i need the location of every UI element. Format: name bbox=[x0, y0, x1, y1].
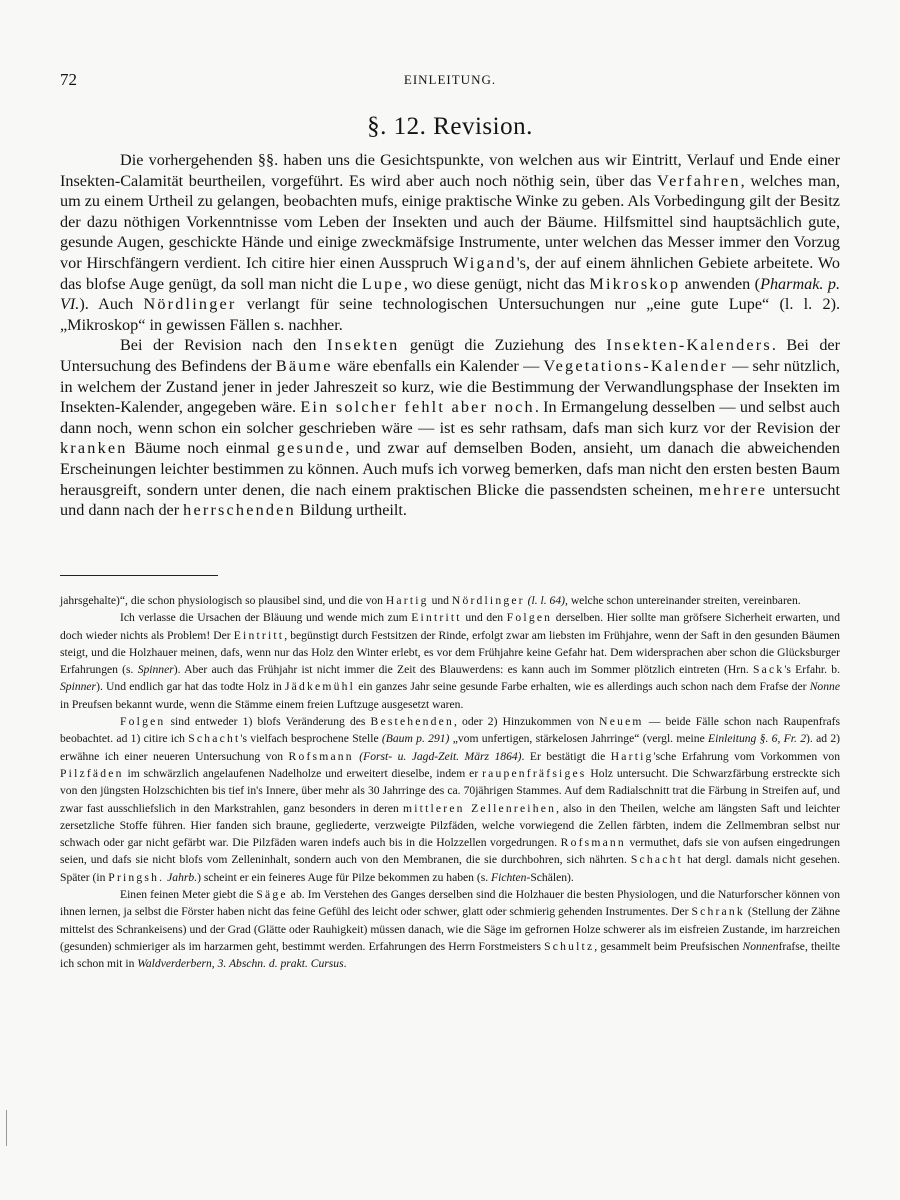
text-run: derselben. Hier sollte man gröfsere Sicherheit erwarten, und doch wieder nichts als Problem! Der bbox=[60, 611, 841, 642]
spaced-term: Ein solcher fehlt aber noch bbox=[300, 398, 535, 417]
text-run: sind entweder 1) blofs Veränderung des bbox=[165, 715, 371, 729]
text-run: verlangt für seine technologischen Untersuchungen nur „eine gute Lupe“ (l. l. 2). „Mikroskop“ in gewissen Fällen s. nachher. bbox=[60, 295, 841, 334]
spaced-name: Hartig bbox=[385, 594, 429, 607]
spaced-term: kranken bbox=[60, 439, 128, 458]
text-run: . Er bestätigt die bbox=[521, 749, 611, 763]
text-run: genügt die Zuziehung des bbox=[399, 336, 607, 355]
citation: Einleitung §. 6, Fr. 2 bbox=[708, 732, 806, 746]
text-run: , welche schon untereinander streiten, vereinbaren. bbox=[565, 594, 801, 607]
citation: Nonne bbox=[809, 680, 840, 694]
text-run: ). ad 2) erwähne ich einer neueren Untersuchung von bbox=[60, 732, 840, 763]
citation: (Baum p. 291) bbox=[381, 732, 450, 746]
text-run: — sehr nützlich, in welchem der Zustand jener in jeder Jahreszeit so kurz, wie die Bestimmung der Verwandlungsphase der Insekten im Insekten-Kalender, angegeben wäre. bbox=[60, 356, 840, 417]
paragraph-1 bbox=[60, 150, 840, 335]
text-run: jahrsgehalte)“, die schon physiologisch so plausibel sind, und die von bbox=[60, 594, 386, 607]
page-number: 72 bbox=[60, 70, 77, 89]
text-run: , gesammelt beim Preufsischen bbox=[594, 939, 743, 953]
text-run: 's Erfahr. b. bbox=[784, 663, 840, 677]
text-run: , oder 2) Hinzukommen von bbox=[453, 715, 600, 729]
spaced-term: raupenfräfsiges bbox=[482, 766, 587, 780]
text-run: ). Und endlich gar hat das todte Holz in bbox=[96, 680, 285, 694]
spaced-term: Mikroskop bbox=[589, 274, 681, 293]
spaced-term: Eintritt bbox=[411, 611, 462, 625]
text-run: 's vielfach besprochene Stelle bbox=[240, 732, 382, 746]
text-run: . bbox=[343, 957, 347, 971]
text-run: Bildung urtheilt. bbox=[295, 501, 407, 520]
spaced-term: herrschenden bbox=[183, 501, 296, 520]
spaced-term: Verfahren bbox=[657, 171, 741, 190]
section-title: §. 12. Revision. bbox=[367, 113, 533, 140]
text-run: in Preufsen bekannt wurde, wenn die Stämme einem freien Luftzuge ausgesetzt waren. bbox=[60, 697, 464, 711]
text-run: , begünstigt durch Festsitzen der Rinde, erfolgt zwar am liebsten im Frühjahre, wenn der Saft in den gesunden Bäumen steigt, und die Holzhauer meinen, dafs, wenn nur das Holz den Winter erlebt, es vor dem Frühjahre keine Gefahr hat. Dem widersprachen aber schon die Glücksburger Erfahrungen (s. bbox=[60, 628, 840, 677]
text-run: Bei der Revision nach den bbox=[120, 336, 327, 355]
text-run: Ich verlasse die Ursachen der Bläuung und wende mich zum bbox=[120, 611, 412, 625]
spaced-name: Sack bbox=[753, 663, 785, 677]
footnote-rule bbox=[60, 575, 218, 576]
text-run: , also in den Theilen, welche am längsten Saft und leichter zersetzliche Stoffe führen. Hier fanden sich braune, gegliederte, verzweigte Pilzfäden, welche vorwiegend die Zellen färbten, indem die Zellmembran selbst nur schwach oder gar nicht gefärbt war. Die Pilzfäden waren indefs auch bis in die Holzzellen vorgedrungen. bbox=[60, 801, 840, 850]
text-run: im schwärzlich angelaufenen Nadelholze und erweitert dieselbe, indem er bbox=[123, 766, 483, 780]
citation: Jahrb. bbox=[167, 870, 198, 884]
footnote-paragraph bbox=[60, 609, 840, 713]
text-run: Einen feinen Meter giebt die bbox=[120, 888, 257, 902]
spaced-term: Insekten bbox=[326, 336, 400, 355]
spaced-term: Lupe bbox=[361, 274, 404, 293]
text-run: und den bbox=[461, 611, 507, 625]
citation: Nonnen bbox=[742, 939, 779, 953]
citation: (l. l. 64) bbox=[527, 594, 566, 607]
footnotes bbox=[60, 592, 840, 973]
text-run: 's, der auf einem ähnlichen Gebiete arbeitete. Wo das blofse Auge genügt, da soll man nicht die bbox=[60, 253, 840, 293]
text-run: und bbox=[428, 594, 452, 607]
spaced-term: Vegetations-Kalender bbox=[543, 356, 728, 375]
text-run: ) scheint er ein feineres Auge für Pilze bekommen zu haben (s. bbox=[197, 870, 492, 884]
spaced-term: mehrere bbox=[698, 480, 768, 499]
text-run: ). Auch bbox=[79, 295, 144, 314]
text-run: . Bei der Untersuchung des Befindens der bbox=[60, 336, 841, 375]
text-run: ab. Im Verstehen des Ganges derselben sind die Holzhauer die besten Physiologen, und die Naturforscher können von ihnen lernen, ja selbst die Förster haben nicht das feine Gefühl des leicht oder schwer, glatt oder schmierig gehenden Instrumentes. Der bbox=[60, 888, 840, 919]
text-run: anwenden ( bbox=[680, 274, 761, 293]
text-run: untersucht und dann nach der bbox=[60, 480, 841, 520]
spaced-term: Schrank bbox=[691, 905, 745, 919]
text-run: , welches man, um zu einem Urtheil zu gelangen, beobachten mufs, einige praktische Winke zu geben. Als Vorbedingung gilt der Besitz der dazu nöthigen Vorkenntnisse vom Leben der Insekten und auch der Bäume. Hilfsmittel sind hauptsächlich gute, gesunde Augen, geschickte Hände und einige zweckmäfsige Instrumente, unter welchen das Messer immer den Vorzug vor Hirschfängern verdient. Ich citire hier einen Ausspruch bbox=[60, 171, 840, 272]
page-edge-mark bbox=[6, 1110, 7, 1146]
citation: Spinner bbox=[60, 680, 97, 694]
spaced-name: Nördlinger bbox=[143, 295, 237, 314]
citation: Fichten bbox=[491, 870, 527, 884]
footnote-continuation bbox=[60, 592, 840, 609]
spaced-name: Rofsmann bbox=[288, 749, 354, 763]
spaced-term: Insekten-Kalenders bbox=[606, 336, 772, 355]
running-head: EINLEITUNG. bbox=[403, 72, 497, 87]
paragraph-2 bbox=[60, 335, 840, 520]
spaced-term: Pilzfäden bbox=[60, 766, 124, 780]
footnote-paragraph bbox=[60, 713, 840, 886]
spaced-term: Folgen bbox=[506, 611, 553, 625]
text-run: , und zwar auf demselben Boden, ansieht, um danach die abweichenden Erscheinungen leichter bestimmen zu können. Auch mufs ich vorweg bemerken, dafs man nicht den ersten besten Baum herausgreift, sondern unter denen, die nach einem praktischen Blicke die passendsten scheinen, bbox=[60, 439, 840, 499]
spaced-term: Neuem bbox=[599, 715, 644, 729]
citation: Pharmak. p. VI. bbox=[60, 274, 841, 314]
text-run: 'sche Erfahrung vom Vorkommen von bbox=[653, 749, 841, 763]
text-run: Holz untersucht. Die Schwarzfärbung erstreckte sich von den jüngsten Holzschichten bis tief in's Innere, über mehr als 30 Jahrringe des ca. 70jährigen Stammes. Auf dem Radialschnitt trat die Färbung in Streifen auf, und zwar fast ausschliefslich in den Markstrahlen, ganz besonders in deren bbox=[60, 766, 840, 815]
citation: Spinner bbox=[137, 663, 174, 677]
spaced-term: gesunde bbox=[276, 439, 346, 458]
spaced-name: Jädkemühl bbox=[284, 680, 355, 694]
text-run: -Schälen). bbox=[526, 870, 574, 884]
footnote-paragraph bbox=[60, 886, 840, 972]
text-run: vermuthet, dafs sie von aufsen eingedrungen seien, und dafs sie nicht blofs vom Zelleninhalt, sondern auch von den Membranen, die sie durchbohren, sich nährten. bbox=[60, 836, 840, 867]
spaced-term: Eintritt bbox=[233, 628, 285, 642]
text-run: hat dergl. damals nicht gesehen. Später (in bbox=[60, 853, 840, 884]
spaced-name: Rofsmann bbox=[560, 836, 626, 850]
spaced-name: Schacht bbox=[630, 853, 683, 867]
spaced-term: Folgen bbox=[120, 715, 166, 729]
text-run: ). Aber auch das Frühjahr ist nicht immer die Zeit des Blauwerdens: es kann auch im Sommer plötzlich eintreten (Hrn. bbox=[173, 663, 753, 677]
text-run: ein ganzes Jahr seine gesunde Farbe erhalten, wie es allerdings auch schon nach dem Frafse der bbox=[355, 680, 810, 694]
spaced-term: Bäume bbox=[275, 356, 333, 375]
text-run: frafse, theilte ich schon mit in bbox=[60, 939, 840, 971]
spaced-term: mittleren Zellenreihen bbox=[403, 801, 557, 815]
spaced-term: Bestehenden bbox=[370, 715, 454, 729]
text-run: . In Ermangelung desselben — und selbst auch dann noch, wenn schon ein solcher geschrieben wäre — ist es sehr rathsam, dafs man sich kurz vor der Revision der bbox=[60, 398, 841, 437]
spaced-name: Hartig bbox=[610, 749, 654, 763]
spaced-name: Pringsh. bbox=[108, 870, 165, 884]
spaced-name: Nördlinger bbox=[451, 594, 525, 607]
citation: Waldverderbern, 3. Abschn. d. prakt. Cursus bbox=[137, 957, 344, 971]
spaced-name: Wigand bbox=[452, 253, 517, 272]
text-run: — beide Fälle schon nach Raupenfrafs beobachtet. ad 1) citire ich bbox=[60, 715, 840, 746]
citation: (Forst- u. Jagd-Zeit. März 1864) bbox=[359, 749, 522, 763]
text-run: , wo diese genügt, nicht das bbox=[403, 274, 590, 293]
spaced-name: Schultz bbox=[544, 939, 595, 953]
text-run: Bäume noch einmal bbox=[127, 439, 277, 458]
spaced-term: Säge bbox=[256, 888, 288, 902]
text-run: wäre ebenfalls ein Kalender — bbox=[332, 356, 544, 375]
text-run: (Stellung der Zähne mittelst des Schrankeisens) und der Grad (Glätte oder Rauhigkeit) müssen danach, wie die Säge im gefrornen Holze schwerer als im eisfreien Zustande, im harzreichen (gesunden) schmieriger als im harzarmen geht, bestimmt werden. Erfahrungen des Herrn Forstmeisters bbox=[60, 905, 840, 953]
main-text bbox=[60, 150, 840, 521]
spaced-name: Schacht bbox=[188, 732, 241, 746]
text-run: Die vorhergehenden §§. haben uns die Gesichtspunkte, von welchen aus wir Eintritt, Verlauf und Ende einer Insekten-Calamität beurtheilen, vorgeführt. Es wird aber auch noch nöthig sein, über das bbox=[60, 151, 840, 190]
text-run: „vom unfertigen, stärkelosen Jahrringe“ (vergl. meine bbox=[449, 732, 709, 746]
